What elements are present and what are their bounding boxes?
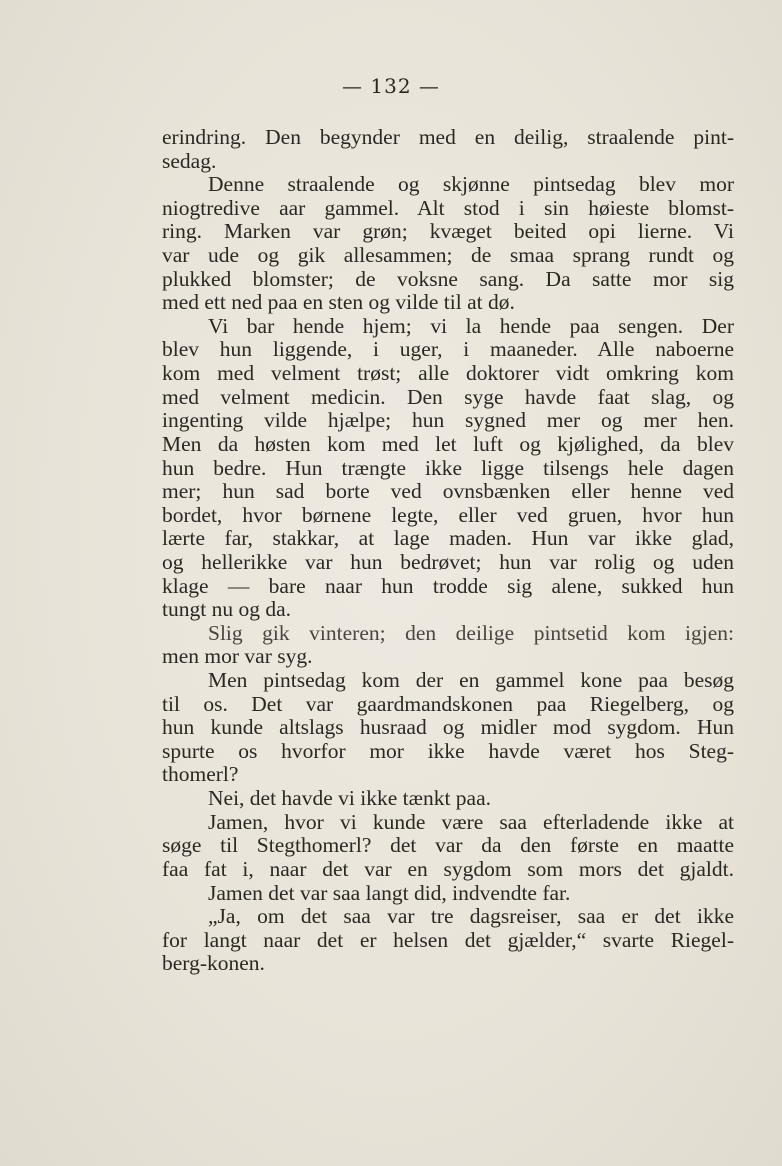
text-line: tungt nu og da. <box>162 598 291 622</box>
text-line: kom med velment trøst; alle doktorer vidt omkring kom <box>162 362 734 386</box>
page-number: — 132 — <box>342 74 440 98</box>
text-line: og hellerikke var hun bedrøvet; hun var rolig og uden <box>162 550 734 574</box>
text-line: hun bedre. Hun trængte ikke ligge tilsengs hele dagen <box>162 456 734 480</box>
text-line: Nei, det havde vi ikke tænkt paa. <box>208 787 492 811</box>
text-line: med ett ned paa en sten og vilde til at dø. <box>162 291 515 315</box>
text-line: hun kunde altslags husraad og midler mod sygdom. Hun <box>162 716 734 740</box>
text-line: spurte os hvorfor mor ikke havde været hos Steg- <box>162 739 734 763</box>
text-line: Slig gik vinteren; den deilige pintsetid kom igjen: <box>208 621 734 645</box>
text-line: med velment medicin. Den syge havde faat slag, og <box>162 385 734 409</box>
text-line: var ude og gik allesammen; de smaa sprang rundt og <box>162 244 734 268</box>
text-line: Jamen, hvor vi kunde være saa efterladende ikke at <box>208 810 734 834</box>
text-line: men mor var syg. <box>162 645 313 669</box>
text-line: „Ja, om det saa var tre dagsreiser, saa er det ikke <box>208 905 734 929</box>
body-text <box>162 126 734 976</box>
text-line: klage — bare naar hun trodde sig alene, sukked hun <box>162 574 734 598</box>
text-line: ring. Marken var grøn; kvæget beited opi lierne. Vi <box>162 220 734 244</box>
text-line: berg-konen. <box>162 952 265 976</box>
text-line: Denne straalende og skjønne pintsedag blev mor <box>208 173 734 197</box>
text-line: for langt naar det er helsen det gjælder,“ svarte Riegel- <box>162 928 734 952</box>
text-line: bordet, hvor børnene legte, eller ved gruen, hvor hun <box>162 503 734 527</box>
text-line: thomerl? <box>162 763 239 787</box>
text-line: faa fat i, naar det var en sygdom som mors det gjaldt. <box>162 857 734 881</box>
text-line: søge til Stegthomerl? det var da den første en maatte <box>162 834 734 858</box>
text-line: plukked blomster; de voksne sang. Da satte mor sig <box>162 267 734 291</box>
text-line: Men da høsten kom med let luft og kjølighed, da blev <box>162 432 734 456</box>
text-line: Men pintsedag kom der en gammel kone paa besøg <box>208 669 734 693</box>
text-line: niogtredive aar gammel. Alt stod i sin høieste blomst- <box>162 196 734 220</box>
text-line: sedag. <box>162 149 217 173</box>
text-line: ingenting vilde hjælpe; hun sygned mer og mer hen. <box>162 409 734 433</box>
text-line: til os. Det var gaardmandskonen paa Riegelberg, og <box>162 692 734 716</box>
text-line: blev hun liggende, i uger, i maaneder. Alle naboerne <box>162 338 734 362</box>
text-line: erindring. Den begynder med en deilig, straalende pint- <box>162 126 734 149</box>
text-line: mer; hun sad borte ved ovnsbænken eller henne ved <box>162 480 734 504</box>
text-line: Vi bar hende hjem; vi la hende paa sengen. Der <box>208 314 734 338</box>
text-line: lærte far, stakkar, at lage maden. Hun var ikke glad, <box>162 527 734 551</box>
text-line: Jamen det var saa langt did, indvendte far. <box>208 881 571 905</box>
